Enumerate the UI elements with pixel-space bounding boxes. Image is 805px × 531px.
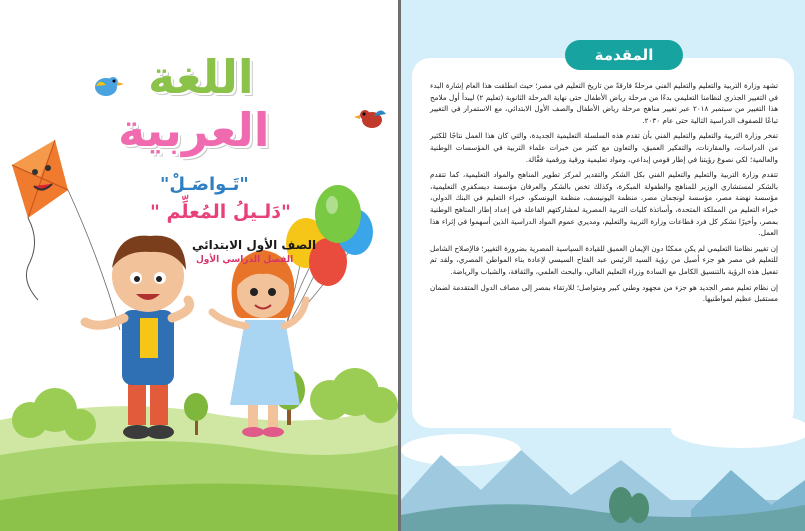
paragraph: إن تغيير نظامنا التعليمي لم يكن ممكنًا دون الإيمان العميق للقيادة السياسية المصرية بضرورة التغيير؛ فالإصلاح الشامل للتعليم في مصر هو جزء أصيل من رؤية السيد الرئيس عبد الفتاح السيسي لإعادة بناء المواطن المصري، ولقد تم تفعيل هذه الرؤية بالتنسيق الكامل مع السادة وزراء التعليم العالي، والبحث العلمي، والثقافة، والشباب والرياضة.: [430, 243, 778, 276]
cover-page: [0, 0, 398, 531]
introduction-text: [430, 80, 778, 309]
paragraph: إن نظام تعليم مصر الجديد هو جزء من مجهود وطني كبير ومتواصل؛ للارتقاء بمصر إلى مصاف الدول المتقدمة لضمان مستقبل عظيم لمواطنيها.: [430, 282, 778, 304]
section-heading: المقدمة: [565, 40, 683, 70]
series-name: "تَـواصَـلْ": [160, 174, 249, 195]
bird-icon: [95, 77, 124, 96]
paragraph: تتقدم وزارة التربية والتعليم والتعليم الفني بكل الشكر والتقدير لمركز تطوير المناهج والمواد التعليمية، كما تتقدم بالشكر لمستشاري الوزير للمناهج والطفولة المبكرة، وكذلك تخص بالشكر والعرفان مؤسسة ديسكفري التعليمية، مؤسسة نهضة مصر، مؤسسة لونجمان مصر، منظمة اليونيسف، منظمة اليونسكو، خبراء التعليم في البنك الدولي، خبراء التعليم من المملكة المتحدة، وأساتذة كليات التربية المصرية لمشاركتهم الفاعلة في إعداد إطار المناهج الوطنية بمصر، وأخيرًا نشكر كل فرد قطاعات وزارة التربية والتعليم، ومديري عموم المواد الدراسية الذين أسهموا في إثراء هذا العمل.: [430, 170, 778, 238]
teacher-guide-label: " دَلـيلُ المُعلِّم": [150, 201, 291, 223]
balloons-icon: [285, 185, 373, 330]
book-title-line-1: اللغة: [148, 50, 254, 104]
paragraph: تشهد وزارة التربية والتعليم والتعليم الفني مرحلةً فارقةً من تاريخ التعليم في مصر؛ حيث انطلقت هذا العام إشارة البدء في التغيير الجذري لنظامنا التعليمي بدءًا من مرحلة رياض الأطفال حتى نهاية المرحلة الثانوية (تعليم ٢) ليبدأ أول ملامح هذا التغيير من سبتمبر ٢٠١٨ عبر تغيير مناهج مرحلة رياض الأطفال والصف الأول الابتدائي، مع الاستمرار في التغيير تباعًا للصفوف الدراسية التالية حتى عام ٢٠٣٠.: [430, 81, 779, 125]
paragraph: تفخر وزارة التربية والتعليم والتعليم الفني بأن تقدم هذه السلسلة التعليمية الجديدة، والتي كان هذا العمل نتاجًا للكثير من الدراسات، والمقارنات، والتفكير العميق، والتعاون مع كثير من خبرات علماء التربية في المؤسسات الوطنية والعالمية؛ لكي نصوغ رؤيتنا في إطار قومي إبداعي، ومواد تعليمية ورقية ورقمية فعَّالة.: [430, 131, 778, 164]
bird-icon: [354, 110, 386, 128]
grade-label: الصف الأول الابتدائي: [192, 238, 317, 252]
term-label: الفصل الدراسي الأول: [196, 255, 294, 265]
kite-icon: [12, 140, 120, 330]
book-title-line-2: العربية: [118, 103, 270, 157]
